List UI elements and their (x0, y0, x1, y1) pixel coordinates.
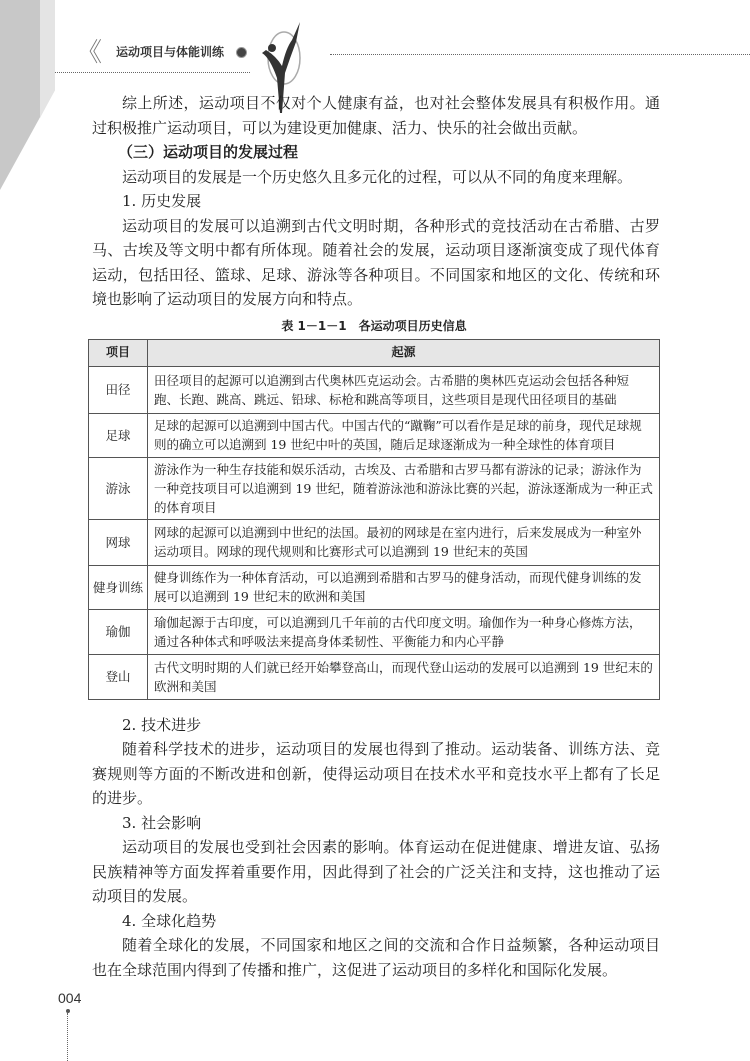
running-header-title: 运动项目与体能训练 (116, 45, 225, 59)
sport-origin: 田径项目的起源可以追溯到古代奥林匹克运动会。古希腊的奥林匹克运动会包括各种短跑、长跑、跳高、跳远、铅球、标枪和跳高等项目，这些项目是现代田径项目的基础 (148, 366, 660, 413)
sports-history-table (88, 339, 660, 700)
table-row (89, 609, 660, 654)
sport-name: 瑜伽 (89, 609, 148, 654)
sport-origin: 游泳作为一种生存技能和娱乐活动，古埃及、古希腊和古罗马都有游泳的记录；游泳作为一种竞技项目可以追溯到 19 世纪，随着游泳池和游泳比赛的兴起，游泳逐渐成为一种正式的体育项目 (148, 457, 660, 519)
sport-origin: 瑜伽起源于古印度，可以追溯到几千年前的古代印度文明。瑜伽作为一种身心修炼方法，通过各种体式和呼吸法来提高身体柔韧性、平衡能力和内心平静 (148, 609, 660, 654)
subsection-title: 4. 全球化趋势 (122, 911, 217, 930)
column-header: 项目 (89, 339, 148, 366)
sport-name: 田径 (89, 366, 148, 413)
page-number-block (58, 989, 660, 1061)
page-number-dotted-rule (67, 1013, 660, 1061)
sport-name: 健身训练 (89, 565, 148, 609)
sport-name: 游泳 (89, 457, 148, 519)
page-body (58, 91, 660, 1061)
sport-name: 足球 (89, 413, 148, 457)
subsection-text: 随着科学技术的进步，运动项目的发展也得到了推动。运动装备、训练方法、竞赛规则等方面的不断改进和创新，使得运动项目在技术水平和竞技水平上都有了长足的进步。 (92, 740, 660, 807)
sport-origin: 足球的起源可以追溯到中国古代。中国古代的“蹴鞠”可以看作是足球的前身，现代足球规则的确立可以追溯到 19 世纪中叶的英国，随后足球逐渐成为一种全球性的体育项目 (148, 413, 660, 457)
subsection-text: 随着全球化的发展，不同国家和地区之间的交流和合作日益频繁，各种运动项目也在全球范围内得到了传播和推广，这促进了运动项目的多样化和国际化发展。 (92, 936, 660, 979)
page-number: 004 (58, 990, 82, 1006)
header-dotted-rule (330, 54, 750, 55)
table-caption: 表 1－1－1 各运动项目历史信息 (281, 318, 467, 333)
subsection-text: 运动项目的发展可以追溯到古代文明时期，各种形式的竞技活动在古希腊、古罗马、古埃及等文明中都有所体现。随着社会的发展，运动项目逐渐演变成了现代体育运动，包括田径、篮球、足球、游泳等各种项目。不同国家和地区的文化、传统和环境也影响了运动项目的发展方向和特点。 (92, 216, 660, 308)
table-row (89, 565, 660, 609)
header-dotted-rule (55, 72, 250, 73)
sport-name: 网球 (89, 519, 148, 565)
decorative-page-strip (0, 0, 60, 200)
table-row (89, 366, 660, 413)
subsection-title: 2. 技术进步 (122, 715, 202, 734)
table-header-row (89, 339, 660, 366)
column-header: 起源 (148, 339, 660, 366)
section-heading: （三）运动项目的发展过程 (118, 143, 299, 161)
table-row (89, 413, 660, 457)
table-row (89, 457, 660, 519)
table-row (89, 654, 660, 699)
intro-paragraph: 综上所述，运动项目不仅对个人健康有益，也对社会整体发展具有积极作用。通过积极推广运动项目，可以为建设更加健康、活力、快乐的社会做出贡献。 (92, 94, 660, 137)
subsection-title: 1. 历史发展 (122, 192, 202, 210)
header-chevron-icon: 《 (76, 38, 103, 68)
sport-origin: 网球的起源可以追溯到中世纪的法国。最初的网球是在室内进行，后来发展成为一种室外运动项目。网球的现代规则和比赛形式可以追溯到 19 世纪末的英国 (148, 519, 660, 565)
sport-origin: 古代文明时期的人们就已经开始攀登高山，而现代登山运动的发展可以追溯到 19 世纪末的欧洲和美国 (148, 654, 660, 699)
header-bullet-icon (236, 47, 247, 58)
sport-name: 登山 (89, 654, 148, 699)
sport-origin: 健身训练作为一种体育活动，可以追溯到希腊和古罗马的健身活动，而现代健身训练的发展可以追溯到 19 世纪末的欧洲和美国 (148, 565, 660, 609)
section-intro: 运动项目的发展是一个历史悠久且多元化的过程，可以从不同的角度来理解。 (122, 167, 633, 186)
subsection-title: 3. 社会影响 (122, 813, 202, 832)
subsection-text: 运动项目的发展也受到社会因素的影响。体育运动在促进健康、增进友谊、弘扬民族精神等方面发挥着重要作用，因此得到了社会的广泛关注和支持，这也推动了运动项目的发展。 (92, 838, 660, 905)
table-row (89, 519, 660, 565)
